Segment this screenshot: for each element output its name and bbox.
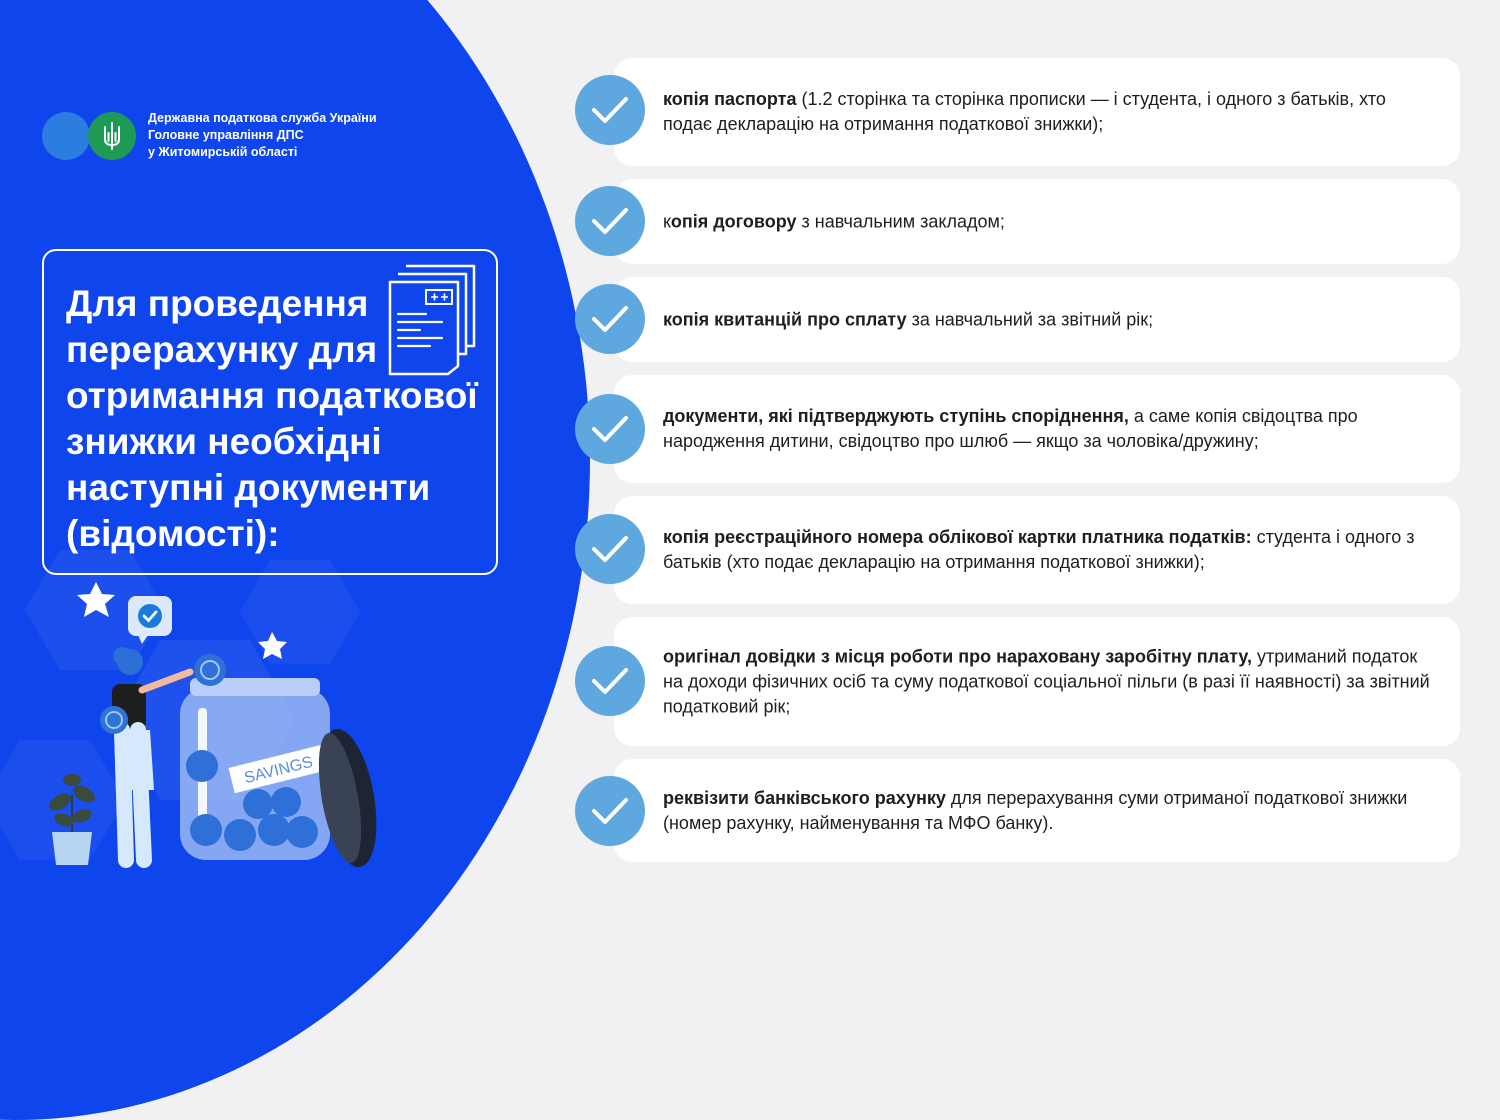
org-line-3: у Житомирській області xyxy=(148,145,298,159)
list-item xyxy=(614,179,1460,264)
item-text: документи, які підтверджують ступінь споріднення, а саме копія свідоцтва про народження дитини, свідоцтво про шлюб — якщо за чоловіка/дружину; xyxy=(663,406,1358,451)
item-text: копія договору з навчальним закладом; xyxy=(663,211,1005,231)
check-icon xyxy=(575,646,645,716)
documents-icon xyxy=(386,264,478,376)
page-title: Для проведення перерахунку для отримання податкової знижки необхідні наступні документи (відомості): xyxy=(66,283,478,554)
check-icon xyxy=(575,776,645,846)
logo-circle xyxy=(42,112,90,160)
list-item xyxy=(614,375,1460,483)
item-text: копія паспорта (1.2 сторінка та сторінка прописки — і студента, і одного з батьків, хто подає декларацію на отримання податкової знижки); xyxy=(663,89,1386,134)
savings-label: SAVINGS xyxy=(242,753,315,788)
org-name xyxy=(148,110,377,161)
savings-illustration xyxy=(30,580,390,880)
star-icon xyxy=(258,632,287,659)
list-item xyxy=(614,58,1460,166)
org-line-2: Головне управління ДПС xyxy=(148,128,304,142)
list-item xyxy=(614,277,1460,362)
item-text: оригінал довідки з місця роботи про нараховану заробітну плату, утриманий податок на доходи фізичних осіб та суму податкової соціальної пільги (в разі її наявності) за звітний податковий рік; xyxy=(663,646,1430,716)
check-icon xyxy=(575,284,645,354)
check-icon xyxy=(575,394,645,464)
list-item xyxy=(614,617,1460,746)
item-text: копія квитанцій про сплату за навчальний за звітний рік; xyxy=(663,309,1154,329)
org-logo xyxy=(42,110,377,161)
item-text: реквізити банківського рахунку для перерахування суми отриманої податкової знижки (номер рахунку, найменування та МФО банку). xyxy=(663,787,1408,833)
trident-icon xyxy=(88,112,136,160)
check-icon xyxy=(575,186,645,256)
check-icon xyxy=(575,75,645,145)
list-item xyxy=(614,496,1460,604)
list-item xyxy=(614,759,1460,862)
check-icon xyxy=(575,514,645,584)
item-text: копія реєстраційного номера облікової картки платника податків: студента і одного з батьків (хто подає декларацію на отримання податкової знижки); xyxy=(663,527,1415,572)
star-icon xyxy=(77,582,115,617)
org-line-1: Державна податкова служба України xyxy=(148,111,377,125)
